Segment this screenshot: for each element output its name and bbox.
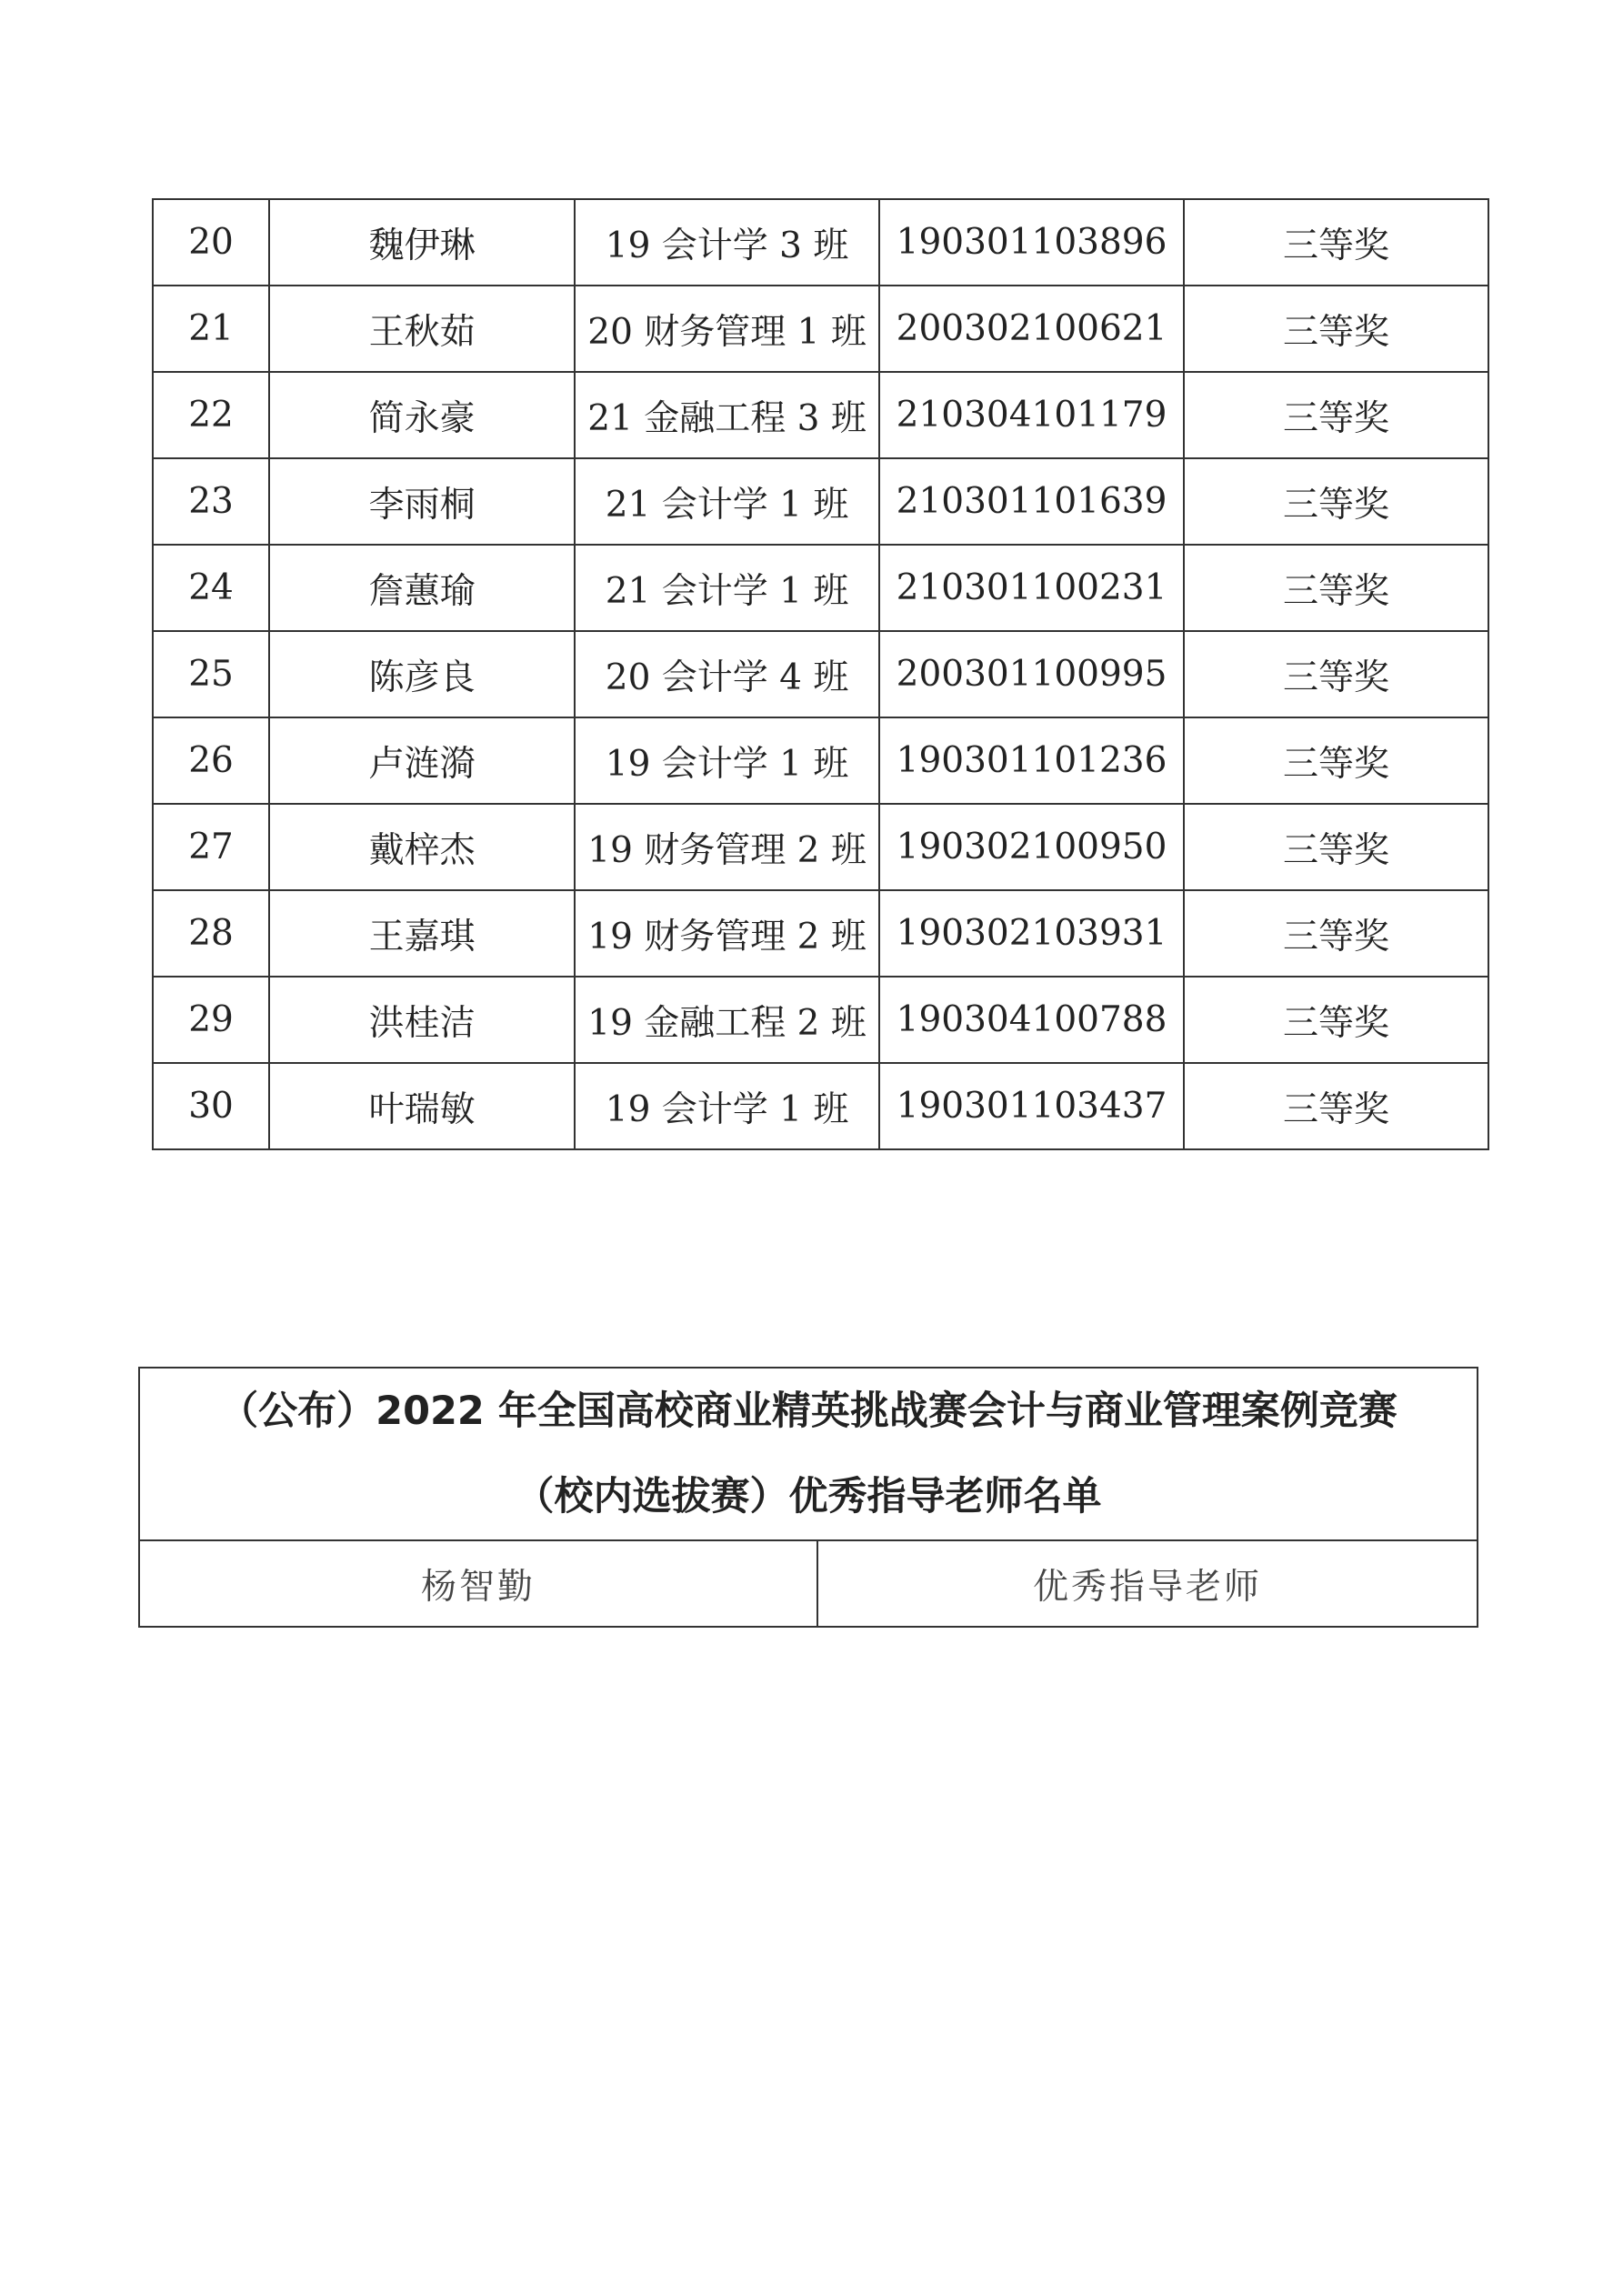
student-id-cell: 190301101236 — [879, 717, 1184, 804]
table-row — [153, 372, 1488, 458]
teacher-list-title-line1: （公布）2022 年全国高校商业精英挑战赛会计与商业管理案例竞赛 — [219, 1389, 1398, 1434]
row-number-cell: 22 — [153, 372, 269, 458]
student-name-cell: 李雨桐 — [269, 458, 575, 545]
class-name-cell: 20 会计学 4 班 — [575, 631, 879, 717]
award-level-cell: 三等奖 — [1184, 804, 1488, 890]
student-id-cell: 210301101639 — [879, 458, 1184, 545]
student-name-cell: 王嘉琪 — [269, 890, 575, 977]
award-level-cell: 三等奖 — [1184, 286, 1488, 372]
table-row — [153, 977, 1488, 1063]
student-name-cell: 简永豪 — [269, 372, 575, 458]
student-name-cell: 魏伊琳 — [269, 199, 575, 286]
row-number-cell: 27 — [153, 804, 269, 890]
table-row — [153, 717, 1488, 804]
table-row — [153, 458, 1488, 545]
teacher-row — [139, 1540, 1478, 1627]
row-number-cell: 20 — [153, 199, 269, 286]
class-name-cell: 19 会计学 1 班 — [575, 1063, 879, 1149]
award-level-cell: 三等奖 — [1184, 1063, 1488, 1149]
table-row — [153, 1063, 1488, 1149]
row-number-cell: 30 — [153, 1063, 269, 1149]
row-number-cell: 24 — [153, 545, 269, 631]
student-id-cell: 200301100995 — [879, 631, 1184, 717]
table-row — [153, 286, 1488, 372]
class-name-cell: 19 财务管理 2 班 — [575, 890, 879, 977]
class-name-cell: 21 会计学 1 班 — [575, 545, 879, 631]
table-row — [153, 631, 1488, 717]
teacher-honor: 优秀指导老师 — [817, 1540, 1478, 1627]
awards-table-body — [153, 199, 1488, 1149]
row-number-cell: 28 — [153, 890, 269, 977]
student-name-cell: 洪桂洁 — [269, 977, 575, 1063]
table-row — [153, 545, 1488, 631]
student-name-cell: 卢涟漪 — [269, 717, 575, 804]
class-name-cell: 20 财务管理 1 班 — [575, 286, 879, 372]
student-id-cell: 190302100950 — [879, 804, 1184, 890]
award-level-cell: 三等奖 — [1184, 372, 1488, 458]
awards-table — [152, 198, 1489, 1150]
class-name-cell: 21 会计学 1 班 — [575, 458, 879, 545]
teacher-table — [138, 1367, 1478, 1628]
award-level-cell: 三等奖 — [1184, 717, 1488, 804]
row-number-cell: 21 — [153, 286, 269, 372]
table-row — [153, 199, 1488, 286]
student-id-cell: 190302103931 — [879, 890, 1184, 977]
award-level-cell: 三等奖 — [1184, 890, 1488, 977]
class-name-cell: 19 金融工程 2 班 — [575, 977, 879, 1063]
table-row — [153, 890, 1488, 977]
student-name-cell: 詹蕙瑜 — [269, 545, 575, 631]
teacher-title-row — [139, 1368, 1478, 1540]
teacher-name: 杨智勤 — [139, 1540, 817, 1627]
table-row — [153, 804, 1488, 890]
student-id-cell: 210304101179 — [879, 372, 1184, 458]
student-id-cell: 190301103896 — [879, 199, 1184, 286]
row-number-cell: 23 — [153, 458, 269, 545]
row-number-cell: 26 — [153, 717, 269, 804]
student-id-cell: 200302100621 — [879, 286, 1184, 372]
student-name-cell: 陈彦良 — [269, 631, 575, 717]
student-name-cell: 王秋茹 — [269, 286, 575, 372]
teacher-list-title — [139, 1368, 1478, 1540]
student-id-cell: 190304100788 — [879, 977, 1184, 1063]
row-number-cell: 25 — [153, 631, 269, 717]
class-name-cell: 19 财务管理 2 班 — [575, 804, 879, 890]
award-level-cell: 三等奖 — [1184, 545, 1488, 631]
award-level-cell: 三等奖 — [1184, 977, 1488, 1063]
award-level-cell: 三等奖 — [1184, 631, 1488, 717]
teacher-list-title-line2: （校内选拔赛）优秀指导老师名单 — [515, 1474, 1102, 1519]
student-name-cell: 戴梓杰 — [269, 804, 575, 890]
student-id-cell: 210301100231 — [879, 545, 1184, 631]
row-number-cell: 29 — [153, 977, 269, 1063]
class-name-cell: 19 会计学 3 班 — [575, 199, 879, 286]
class-name-cell: 21 金融工程 3 班 — [575, 372, 879, 458]
award-level-cell: 三等奖 — [1184, 458, 1488, 545]
class-name-cell: 19 会计学 1 班 — [575, 717, 879, 804]
student-name-cell: 叶瑞敏 — [269, 1063, 575, 1149]
award-level-cell: 三等奖 — [1184, 199, 1488, 286]
student-id-cell: 190301103437 — [879, 1063, 1184, 1149]
